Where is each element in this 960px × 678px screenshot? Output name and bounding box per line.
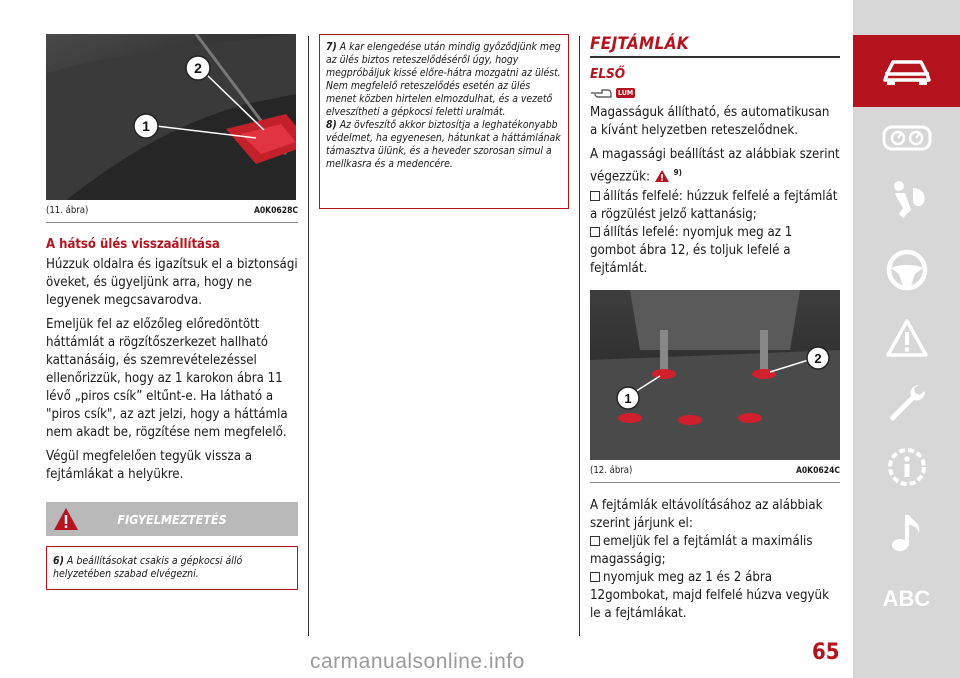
bullet-text: állítás felfelé: húzzuk felfelé a fejtámlát a rögzülést jelző kattanásig; xyxy=(590,189,838,223)
sidebar-item-technical[interactable] xyxy=(853,440,960,494)
sidebar-item-car[interactable] xyxy=(853,35,960,107)
sidebar-item-gauges[interactable] xyxy=(853,118,960,158)
steering-wheel-icon xyxy=(885,248,929,292)
note-ref: 9) xyxy=(673,168,682,177)
paragraph: Végül megfelelően tegyük vissza a fejtámlákat a helyükre. xyxy=(46,449,252,482)
sidebar-item-driving[interactable] xyxy=(853,245,960,295)
marker-1: 1 xyxy=(624,391,632,407)
warning-header xyxy=(46,502,298,536)
notes-box xyxy=(319,34,569,209)
marker-2: 2 xyxy=(194,60,202,76)
paragraph-adjust xyxy=(590,146,840,186)
paragraph: Húzzuk oldalra és igazítsuk el a biztonsági öveket, és ügyeljünk arra, hogy ne legyenek megcsavarodva. xyxy=(46,257,298,308)
figure-code: A0K0624C xyxy=(795,466,840,477)
sidebar-item-multimedia[interactable] xyxy=(853,508,960,558)
bullet-text: állítás lefelé: nyomjuk meg az 1 gombot ábra 12, és toljuk lefelé a fejtámlát. xyxy=(590,225,793,277)
figure-caption: (11. ábra) xyxy=(46,205,89,216)
rear-seat-latch-illustration xyxy=(46,34,296,200)
checkbox-bullet-icon xyxy=(590,536,600,546)
bullet-press xyxy=(590,569,840,623)
lum-badge: LUM xyxy=(618,89,634,97)
sidebar-item-index[interactable] xyxy=(853,584,960,614)
section-title: FEJTÁMLÁK xyxy=(590,34,840,58)
figure-caption: (12. ábra) xyxy=(590,465,633,477)
sidebar-item-safety[interactable] xyxy=(853,175,960,225)
page-number: 65 xyxy=(812,640,840,665)
bullet-up xyxy=(590,188,840,224)
gauges-icon xyxy=(882,125,932,151)
warning-title: FIGYELMEZTETÉS xyxy=(117,511,227,527)
adjust-intro: A magassági beállítást az alábbiak szerint végezzük: xyxy=(590,147,840,185)
paragraph: Magasságuk állítható, és automatikusan a kívánt helyzetben reteszelődnek. xyxy=(590,105,830,138)
marker-1: 1 xyxy=(142,118,150,134)
figure-12-caption xyxy=(590,465,840,483)
abc-label: ABC xyxy=(882,586,931,611)
wrench-icon xyxy=(885,381,929,425)
hand-pointer-icon xyxy=(590,87,612,99)
sidebar-item-maintenance[interactable] xyxy=(853,376,960,430)
chapter-sidebar xyxy=(853,0,960,678)
bullet-text: nyomjuk meg az 1 és 2 ábra 12gombokat, majd felfelé húzva vegyük le a fejtámlákat. xyxy=(590,570,829,622)
note-text: Az övfeszítő akkor biztosítja a leghatékonyabb védelmet, ha egyenesen, hátunkat a háttámlának támasztva ülünk, és a heveder szorosan simul a mellkasra és a medencére. xyxy=(326,119,561,170)
note-number: 8) xyxy=(326,119,337,131)
figure-code: A0K0628C xyxy=(253,206,298,216)
note-text: A kar elengedése után mindig győződjünk meg az ülés biztos reteszelődéséről úgy, hogy megpróbáljuk kissé előre-hátra mozgatni az ülést. Nem megfelelő reteszelődés esetén az ülés menet közben hirtelen elmozdulhat, és a vezető elveszítheti a gépkocsi feletti uralmát. xyxy=(326,41,561,118)
sub-title: ELSŐ xyxy=(590,66,626,82)
note-7 xyxy=(326,41,562,119)
bullet-text: emeljük fel a fejtámlát a maximális magasságig; xyxy=(590,534,813,568)
right-column xyxy=(590,34,840,629)
checkbox-bullet-icon xyxy=(590,191,600,201)
figure-11-caption xyxy=(46,205,298,223)
paragraph: Emeljük fel az előzőleg előredöntött háttámlát a rögzítőszerkezet hallható kattanásáig, és szemrevételezéssel ellenőrizzük, hogy az 1 karokon ábra 11 lévő „piros csík” eltűnt-e. Ha látható a "piros csík", az azt jelzi, hogy a háttámla nem akadt be, rögzítése nem megfelelő. xyxy=(46,317,288,440)
checkbox-bullet-icon xyxy=(590,572,600,582)
checkbox-bullet-icon xyxy=(590,227,600,237)
figure-12-photo xyxy=(590,290,840,460)
watermark: carmanualsonline.info xyxy=(310,650,525,673)
paragraph: A fejtámlák eltávolításához az alábbiak szerint járjunk el: xyxy=(590,498,823,532)
note-8 xyxy=(326,119,562,171)
bullet-down xyxy=(590,224,840,278)
warning-triangle-icon xyxy=(52,506,80,532)
headrest-illustration xyxy=(590,290,840,460)
warning-note-6 xyxy=(46,546,298,590)
middle-column xyxy=(319,34,569,209)
left-column xyxy=(46,34,298,590)
note-number: 7) xyxy=(326,41,337,53)
figure-11-photo xyxy=(46,34,296,200)
note-number: 6) xyxy=(53,555,64,567)
info-gear-icon xyxy=(884,444,930,490)
music-note-icon xyxy=(889,511,925,555)
column-divider xyxy=(308,36,309,636)
warning-triangle-icon xyxy=(654,169,670,183)
option-icons xyxy=(590,84,840,102)
airbag-person-icon xyxy=(885,178,929,222)
subtitle-rear-seat: A hátsó ülés visszaállítása xyxy=(46,237,220,252)
warning-triangle-icon xyxy=(885,318,929,358)
note-text: A beállításokat csakis a gépkocsi álló helyzetében szabad elvégezni. xyxy=(53,555,243,580)
car-icon xyxy=(881,56,933,86)
column-divider xyxy=(579,36,580,636)
sidebar-item-emergency[interactable] xyxy=(853,313,960,363)
marker-2: 2 xyxy=(814,351,822,367)
bullet-raise xyxy=(590,533,840,569)
